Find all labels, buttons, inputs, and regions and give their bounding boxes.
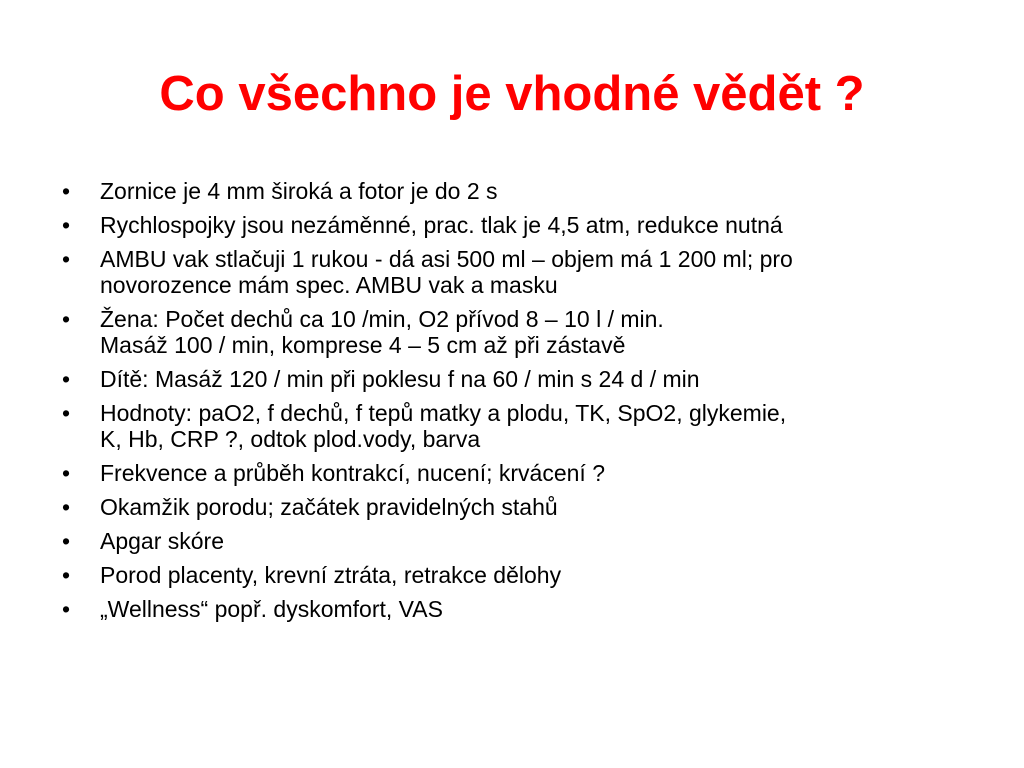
bullet-dot-icon: • bbox=[61, 460, 71, 486]
list-item-text: Porod placenty, krevní ztráta, retrakce dělohy bbox=[100, 562, 562, 588]
bullet-dot-icon: • bbox=[61, 366, 71, 392]
list-item-text: Okamžik porodu; začátek pravidelných stahů bbox=[100, 494, 558, 520]
bullet-dot-icon: • bbox=[61, 400, 71, 426]
list-item bbox=[56, 306, 976, 358]
bullet-dot-icon: • bbox=[61, 246, 71, 272]
list-item-text: Zornice je 4 mm široká a fotor je do 2 s bbox=[100, 178, 498, 204]
bullet-dot-icon: • bbox=[61, 528, 71, 554]
list-item bbox=[56, 246, 976, 298]
bullet-dot-icon: • bbox=[61, 562, 71, 588]
list-item-text: Rychlospojky jsou nezáměnné, prac. tlak je 4,5 atm, redukce nutná bbox=[100, 212, 783, 238]
list-item bbox=[56, 494, 976, 520]
list-item-text: AMBU vak stlačuji 1 rukou - dá asi 500 ml – objem má 1 200 ml; pro bbox=[100, 246, 793, 272]
list-item bbox=[56, 460, 976, 486]
bullet-dot-icon: • bbox=[61, 212, 71, 238]
list-item-text: K, Hb, CRP ?, odtok plod.vody, barva bbox=[100, 426, 481, 452]
list-item bbox=[56, 178, 976, 204]
list-item-text: „Wellness“ popř. dyskomfort, VAS bbox=[100, 596, 443, 622]
list-item-text: Žena: Počet dechů ca 10 /min, O2 přívod 8 – 10 l / min. bbox=[100, 306, 664, 332]
list-item bbox=[56, 400, 976, 452]
list-item-text: Frekvence a průběh kontrakcí, nucení; krvácení ? bbox=[100, 460, 605, 486]
list-item-text: novorozence mám spec. AMBU vak a masku bbox=[100, 272, 558, 298]
list-item bbox=[56, 528, 976, 554]
list-item bbox=[56, 562, 976, 588]
bullet-list bbox=[56, 178, 976, 630]
bullet-dot-icon: • bbox=[61, 494, 71, 520]
list-item bbox=[56, 212, 976, 238]
list-item-text: Hodnoty: paO2, f dechů, f tepů matky a plodu, TK, SpO2, glykemie, bbox=[100, 400, 787, 426]
slide-title: Co všechno je vhodné vědět ? bbox=[159, 67, 865, 121]
list-item-text: Apgar skóre bbox=[100, 528, 225, 554]
bullet-dot-icon: • bbox=[61, 178, 71, 204]
list-item bbox=[56, 366, 976, 392]
bullet-dot-icon: • bbox=[61, 306, 71, 332]
list-item-text: Masáž 100 / min, komprese 4 – 5 cm až při zástavě bbox=[100, 332, 626, 358]
bullet-dot-icon: • bbox=[61, 596, 71, 622]
list-item-text: Dítě: Masáž 120 / min při poklesu f na 60 / min s 24 d / min bbox=[100, 366, 700, 392]
list-item bbox=[56, 596, 976, 622]
